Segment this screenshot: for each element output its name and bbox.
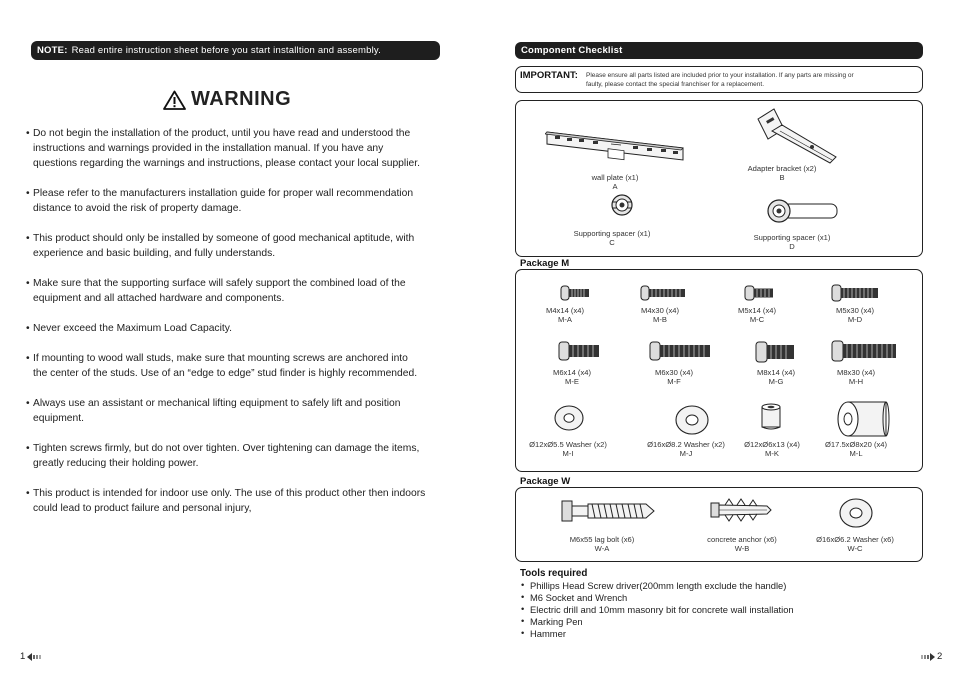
note-text: Read entire instruction sheet before you start installtion and assembly. bbox=[71, 45, 381, 56]
part-caption: M8x30 (x4) M-H bbox=[837, 368, 875, 386]
tools-list bbox=[521, 580, 794, 640]
important-text-line2: faulty, please contact the special franchiser for a replacement. bbox=[586, 81, 765, 88]
page-number-right: 2 bbox=[919, 651, 942, 662]
spacer-m-l-image bbox=[834, 399, 892, 439]
lag-bolt-image bbox=[560, 498, 656, 524]
package-w-label: Package W bbox=[520, 476, 571, 487]
important-box bbox=[515, 66, 923, 93]
washer-m-i-image bbox=[553, 403, 585, 433]
checklist-title: Component Checklist bbox=[521, 45, 623, 56]
warning-item: • Do not begin the installation of the product, until you have read and understood the instructions and warnings provided in the installation manual. If you have any questions regarding the warnings and instructions, please contact your local supplier. bbox=[27, 126, 457, 171]
screw-m-f-image bbox=[649, 341, 711, 361]
part-caption: M8x14 (x4) M-G bbox=[757, 368, 795, 386]
warning-item: • Please refer to the manufacturers installation guide for proper wall recommendation distance to avoid the risk of property damage. bbox=[27, 186, 457, 216]
adapter-bracket-image bbox=[752, 107, 840, 165]
important-label: IMPORTANT: bbox=[520, 70, 578, 81]
warning-item: • Make sure that the supporting surface will safely support the combined load of the equipment and all attached hardware and components. bbox=[27, 276, 457, 306]
part-caption: Supporting spacer (x1) D bbox=[753, 233, 831, 251]
part-caption: M6x30 (x4) M-F bbox=[655, 368, 693, 386]
part-caption: M5x30 (x4) M-D bbox=[836, 306, 874, 324]
supporting-spacer-c-image bbox=[609, 193, 635, 217]
part-caption: Supporting spacer (x1) C bbox=[573, 229, 651, 247]
part-caption: M6x14 (x4) M-E bbox=[553, 368, 591, 386]
note-label: NOTE: bbox=[37, 45, 68, 56]
checklist-bar bbox=[515, 42, 923, 59]
screw-m-b-image bbox=[640, 285, 686, 301]
part-caption: Ø16xØ8.2 Washer (x2) M-J bbox=[647, 440, 725, 458]
note-bar bbox=[31, 41, 440, 60]
warning-title: WARNING bbox=[191, 88, 292, 110]
screw-m-g-image bbox=[755, 341, 795, 363]
tools-title: Tools required bbox=[520, 568, 588, 579]
warning-list bbox=[27, 126, 457, 516]
screw-m-a-image bbox=[560, 285, 590, 301]
tool-item: • Electric drill and 10mm masonry bit for concrete wall installation bbox=[521, 604, 794, 616]
warning-heading bbox=[163, 88, 291, 111]
washer-m-j-image bbox=[674, 403, 710, 437]
spacer-m-k-image bbox=[759, 403, 783, 431]
supporting-spacer-d-image bbox=[765, 196, 839, 226]
warning-item: • This product is intended for indoor use only. The use of this product other then indoors could lead to product failure and personal injury, bbox=[27, 486, 457, 516]
part-caption: Ø17.5xØ8x20 (x4) M-L bbox=[824, 440, 888, 458]
part-caption: Ø12xØ6x13 (x4) M-K bbox=[744, 440, 800, 458]
part-caption: wall plate (x1) A bbox=[591, 173, 639, 191]
part-caption: M5x14 (x4) M-C bbox=[738, 306, 776, 324]
wall-plate-image bbox=[545, 128, 685, 164]
arrow-right-icon bbox=[919, 653, 935, 661]
washer-w-c-image bbox=[838, 497, 874, 529]
screw-m-c-image bbox=[744, 285, 774, 301]
screw-m-e-image bbox=[558, 341, 600, 361]
page-number-left: 1 bbox=[20, 651, 43, 662]
warning-item: • Tighten screws firmly, but do not over tighten. Over tightening can damage the items, greatly reducing their holding power. bbox=[27, 441, 457, 471]
arrow-left-icon bbox=[27, 653, 43, 661]
part-caption: M4x30 (x4) M-B bbox=[641, 306, 679, 324]
warning-item: • This product should only be installed by someone of good mechanical aptitude, with experience and basic building, and fully understands. bbox=[27, 231, 457, 261]
tool-item: • Phillips Head Screw driver(200mm length exclude the handle) bbox=[521, 580, 794, 592]
screw-m-h-image bbox=[831, 340, 897, 362]
part-caption: Ø12xØ5.5 Washer (x2) M-I bbox=[529, 440, 607, 458]
warning-item: • Always use an assistant or mechanical lifting equipment to safely lift and position equipment. bbox=[27, 396, 457, 426]
tool-item: • Marking Pen bbox=[521, 616, 794, 628]
screw-m-d-image bbox=[831, 284, 879, 302]
part-caption: concrete anchor (x6) W-B bbox=[707, 535, 777, 553]
concrete-anchor-image bbox=[709, 497, 773, 523]
warning-item: • Never exceed the Maximum Load Capacity. bbox=[27, 321, 457, 336]
part-caption: Ø16xØ6.2 Washer (x6) W-C bbox=[816, 535, 894, 553]
tool-item: • M6 Socket and Wrench bbox=[521, 592, 794, 604]
part-caption: M4x14 (x4) M-A bbox=[546, 306, 584, 324]
warning-triangle-icon bbox=[163, 90, 186, 110]
part-caption: Adapter bracket (x2) B bbox=[747, 164, 817, 182]
package-m-label: Package M bbox=[520, 258, 570, 269]
tool-item: • Hammer bbox=[521, 628, 794, 640]
warning-item: • If mounting to wood wall studs, make sure that mounting screws are anchored into the center of the studs. Use of an “edge to edge” stud finder is highly recommended. bbox=[27, 351, 457, 381]
part-caption: M6x55 lag bolt (x6) W-A bbox=[569, 535, 635, 553]
important-text-line1: Please ensure all parts listed are included prior to your installation. If any parts are missing or bbox=[586, 72, 854, 79]
